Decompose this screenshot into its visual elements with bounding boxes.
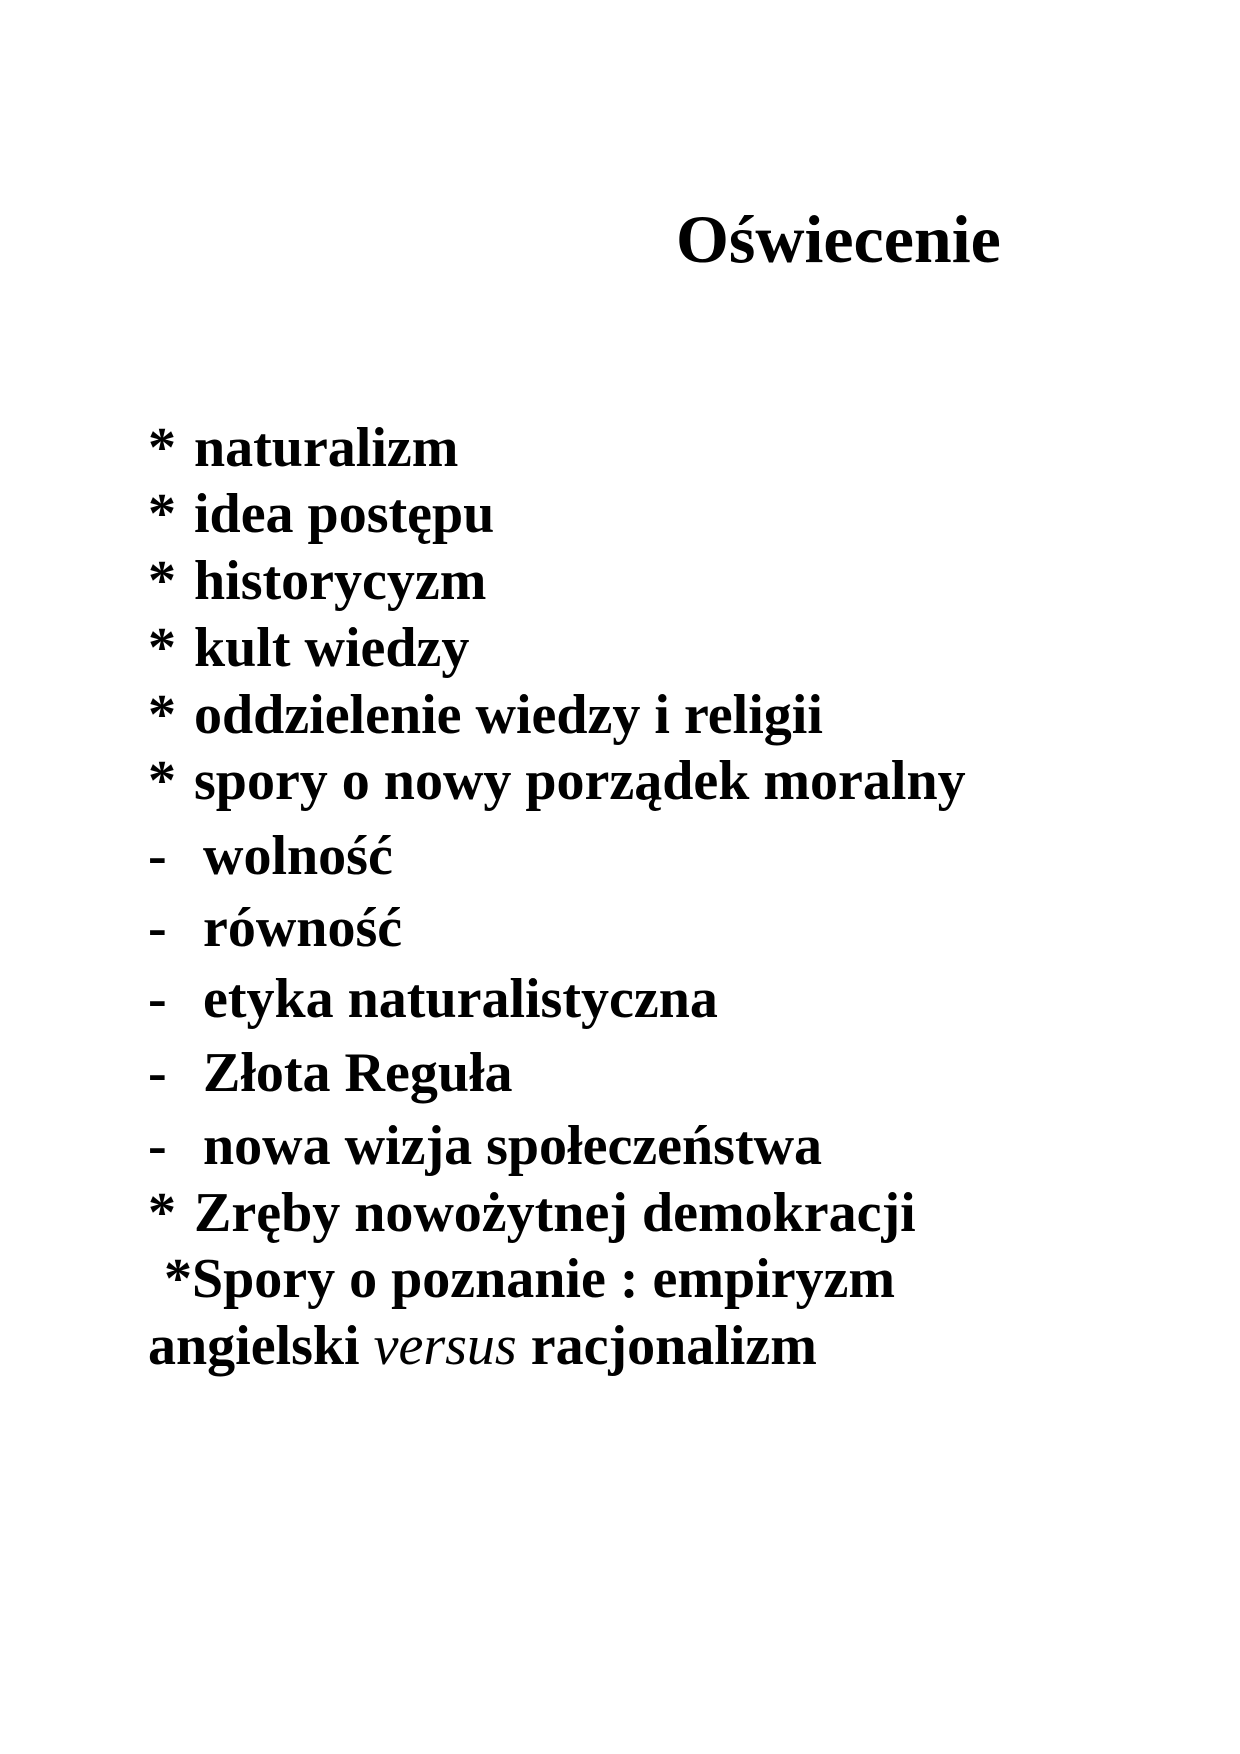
list-item — [148, 684, 823, 746]
list-item-text: wolność — [203, 825, 393, 887]
list-item-text: oddzielenie wiedzy i religii — [194, 684, 823, 746]
sub-list-item — [148, 1115, 823, 1177]
italic-emphasis-text: versus — [373, 1315, 517, 1377]
asterisk-bullet: * — [148, 417, 176, 479]
asterisk-bullet: * — [148, 617, 176, 679]
sub-list-item — [148, 1042, 513, 1104]
list-item-text: naturalizm — [194, 417, 459, 479]
asterisk-bullet: * — [148, 684, 176, 746]
dash-bullet: - — [148, 1042, 167, 1104]
continuation-text-before: angielski — [148, 1315, 374, 1377]
dash-bullet: - — [148, 968, 167, 1030]
list-item-text: idea postępu — [194, 483, 495, 545]
page-title: Oświecenie — [676, 201, 1001, 277]
dash-bullet: - — [148, 1115, 167, 1177]
list-item-text: Spory o poznanie : empiryzm — [192, 1248, 896, 1310]
list-item-text: kult wiedzy — [194, 617, 470, 679]
list-item — [148, 550, 487, 612]
asterisk-bullet: * — [164, 1248, 192, 1310]
list-item-text: historycyzm — [194, 550, 487, 612]
sub-list-item — [148, 897, 403, 959]
dash-bullet: - — [148, 897, 167, 959]
list-item-text: spory o nowy porządek moralny — [194, 750, 966, 812]
list-item-text: nowa wizja społeczeństwa — [203, 1115, 823, 1177]
continuation-text-after: racjonalizm — [516, 1315, 817, 1377]
list-item — [148, 617, 470, 679]
list-item-text: Zręby nowożytnej demokracji — [194, 1182, 916, 1244]
list-item — [148, 417, 459, 479]
list-item-text: etyka naturalistyczna — [203, 968, 718, 1030]
sub-list-item — [148, 968, 718, 1030]
asterisk-bullet: * — [148, 483, 176, 545]
list-item-text: Złota Reguła — [203, 1042, 513, 1104]
list-item — [148, 1248, 896, 1310]
list-item-text: równość — [203, 897, 403, 959]
asterisk-bullet: * — [148, 1182, 176, 1244]
sub-list-item — [148, 825, 393, 887]
asterisk-bullet: * — [148, 550, 176, 612]
dash-bullet: - — [148, 825, 167, 887]
list-item — [148, 1182, 916, 1244]
asterisk-bullet: * — [148, 750, 176, 812]
list-item — [148, 483, 495, 545]
list-item-continuation — [148, 1315, 817, 1377]
list-item — [148, 750, 966, 812]
